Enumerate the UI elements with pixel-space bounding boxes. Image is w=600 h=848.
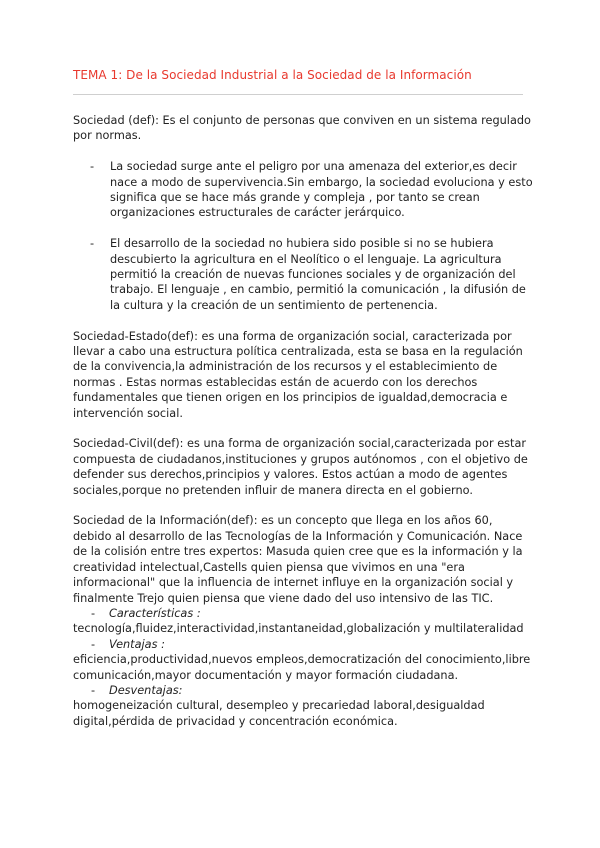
list-item	[73, 236, 533, 313]
bullet-dash: -	[91, 606, 96, 620]
document-body	[73, 113, 533, 729]
caracteristicas-heading	[73, 606, 533, 621]
desventajas-heading	[73, 683, 533, 698]
page-title: TEMA 1: De la Sociedad Industrial a la Sociedad de la Información	[73, 68, 472, 82]
ventajas-heading	[73, 637, 533, 652]
bullet-dash: -	[90, 160, 95, 174]
bullet-text: El desarrollo de la sociedad no hubiera sido posible si no se hubiera descubierto la agricultura en el Neolítico o el lenguaje. La agricultura permitió la creación de nuevas funciones sociales y de organización del trabajo. El lenguaje , en cambio, permitió la comunicación , la difusión de la cultura y la creación de un sentimiento de pertenencia.	[110, 237, 526, 312]
sociedad-civil-definition: Sociedad-Civil(def): es una forma de organización social,caracterizada por estar compuesta de ciudadanos,instituciones y grupos autónomos , con el objetivo de defender sus derechos,principios y valores. Estos actúan a modo de agentes sociales,porque no pretenden influir de manera directa en el gobierno.	[73, 437, 528, 497]
bullet-dash: -	[91, 683, 96, 697]
sociedad-estado-definition: Sociedad-Estado(def): es una forma de organización social, caracterizada por llevar a cabo una estructura política centralizada, esta se basa en la regulación de la convivencia,la administración de los recursos y el establecimiento de normas . Estas normas establecidas están de acuerdo con los derechos fundamentales que tienen origen en los principios de igualdad,democracia e intervención social.	[73, 329, 523, 420]
desventajas-label: Desventajas:	[109, 683, 183, 697]
bullet-dash: -	[91, 637, 96, 651]
caracteristicas-text: tecnología,fluidez,interactividad,instantaneidad,globalización y multilateralidad	[73, 622, 524, 636]
title-divider	[73, 94, 523, 95]
desventajas-text: homogeneización cultural, desempleo y precariedad laboral,desigualdad digital,pérdida de privacidad y concentración económica.	[73, 699, 485, 728]
bullet-dash: -	[90, 237, 95, 251]
bullet-text: La sociedad surge ante el peligro por una amenaza del exterior,es decir nace a modo de supervivencia.Sin embargo, la sociedad evoluciona y esto significa que se hace más grande y compleja , por tanto se crean organizaciones estructurales de carácter jerárquico.	[110, 160, 533, 220]
list-item	[73, 159, 533, 221]
sociedad-informacion-definition: Sociedad de la Información(def): es un concepto que llega en los años 60, debido al desarrollo de las Tecnologías de la Información y Comunicación. Nace de la colisión entre tres expertos: Masuda quien cree que es la información y la creatividad intelectual,Castells quien piensa que vivimos en una "era informacional" que la influencia de internet influye en la organización social y finalmente Trejo quien piensa que viene dado del uso intensivo de las TIC.	[73, 514, 523, 605]
caracteristicas-label: Características :	[109, 606, 201, 620]
ventajas-text: eficiencia,productividad,nuevos empleos,democratización del conocimiento,libre comunicación,mayor documentación y mayor formación ciudadana.	[73, 653, 531, 682]
sociedad-definition: Sociedad (def): Es el conjunto de personas que conviven en un sistema regulado por normas.	[73, 114, 531, 143]
ventajas-label: Ventajas :	[109, 637, 165, 651]
